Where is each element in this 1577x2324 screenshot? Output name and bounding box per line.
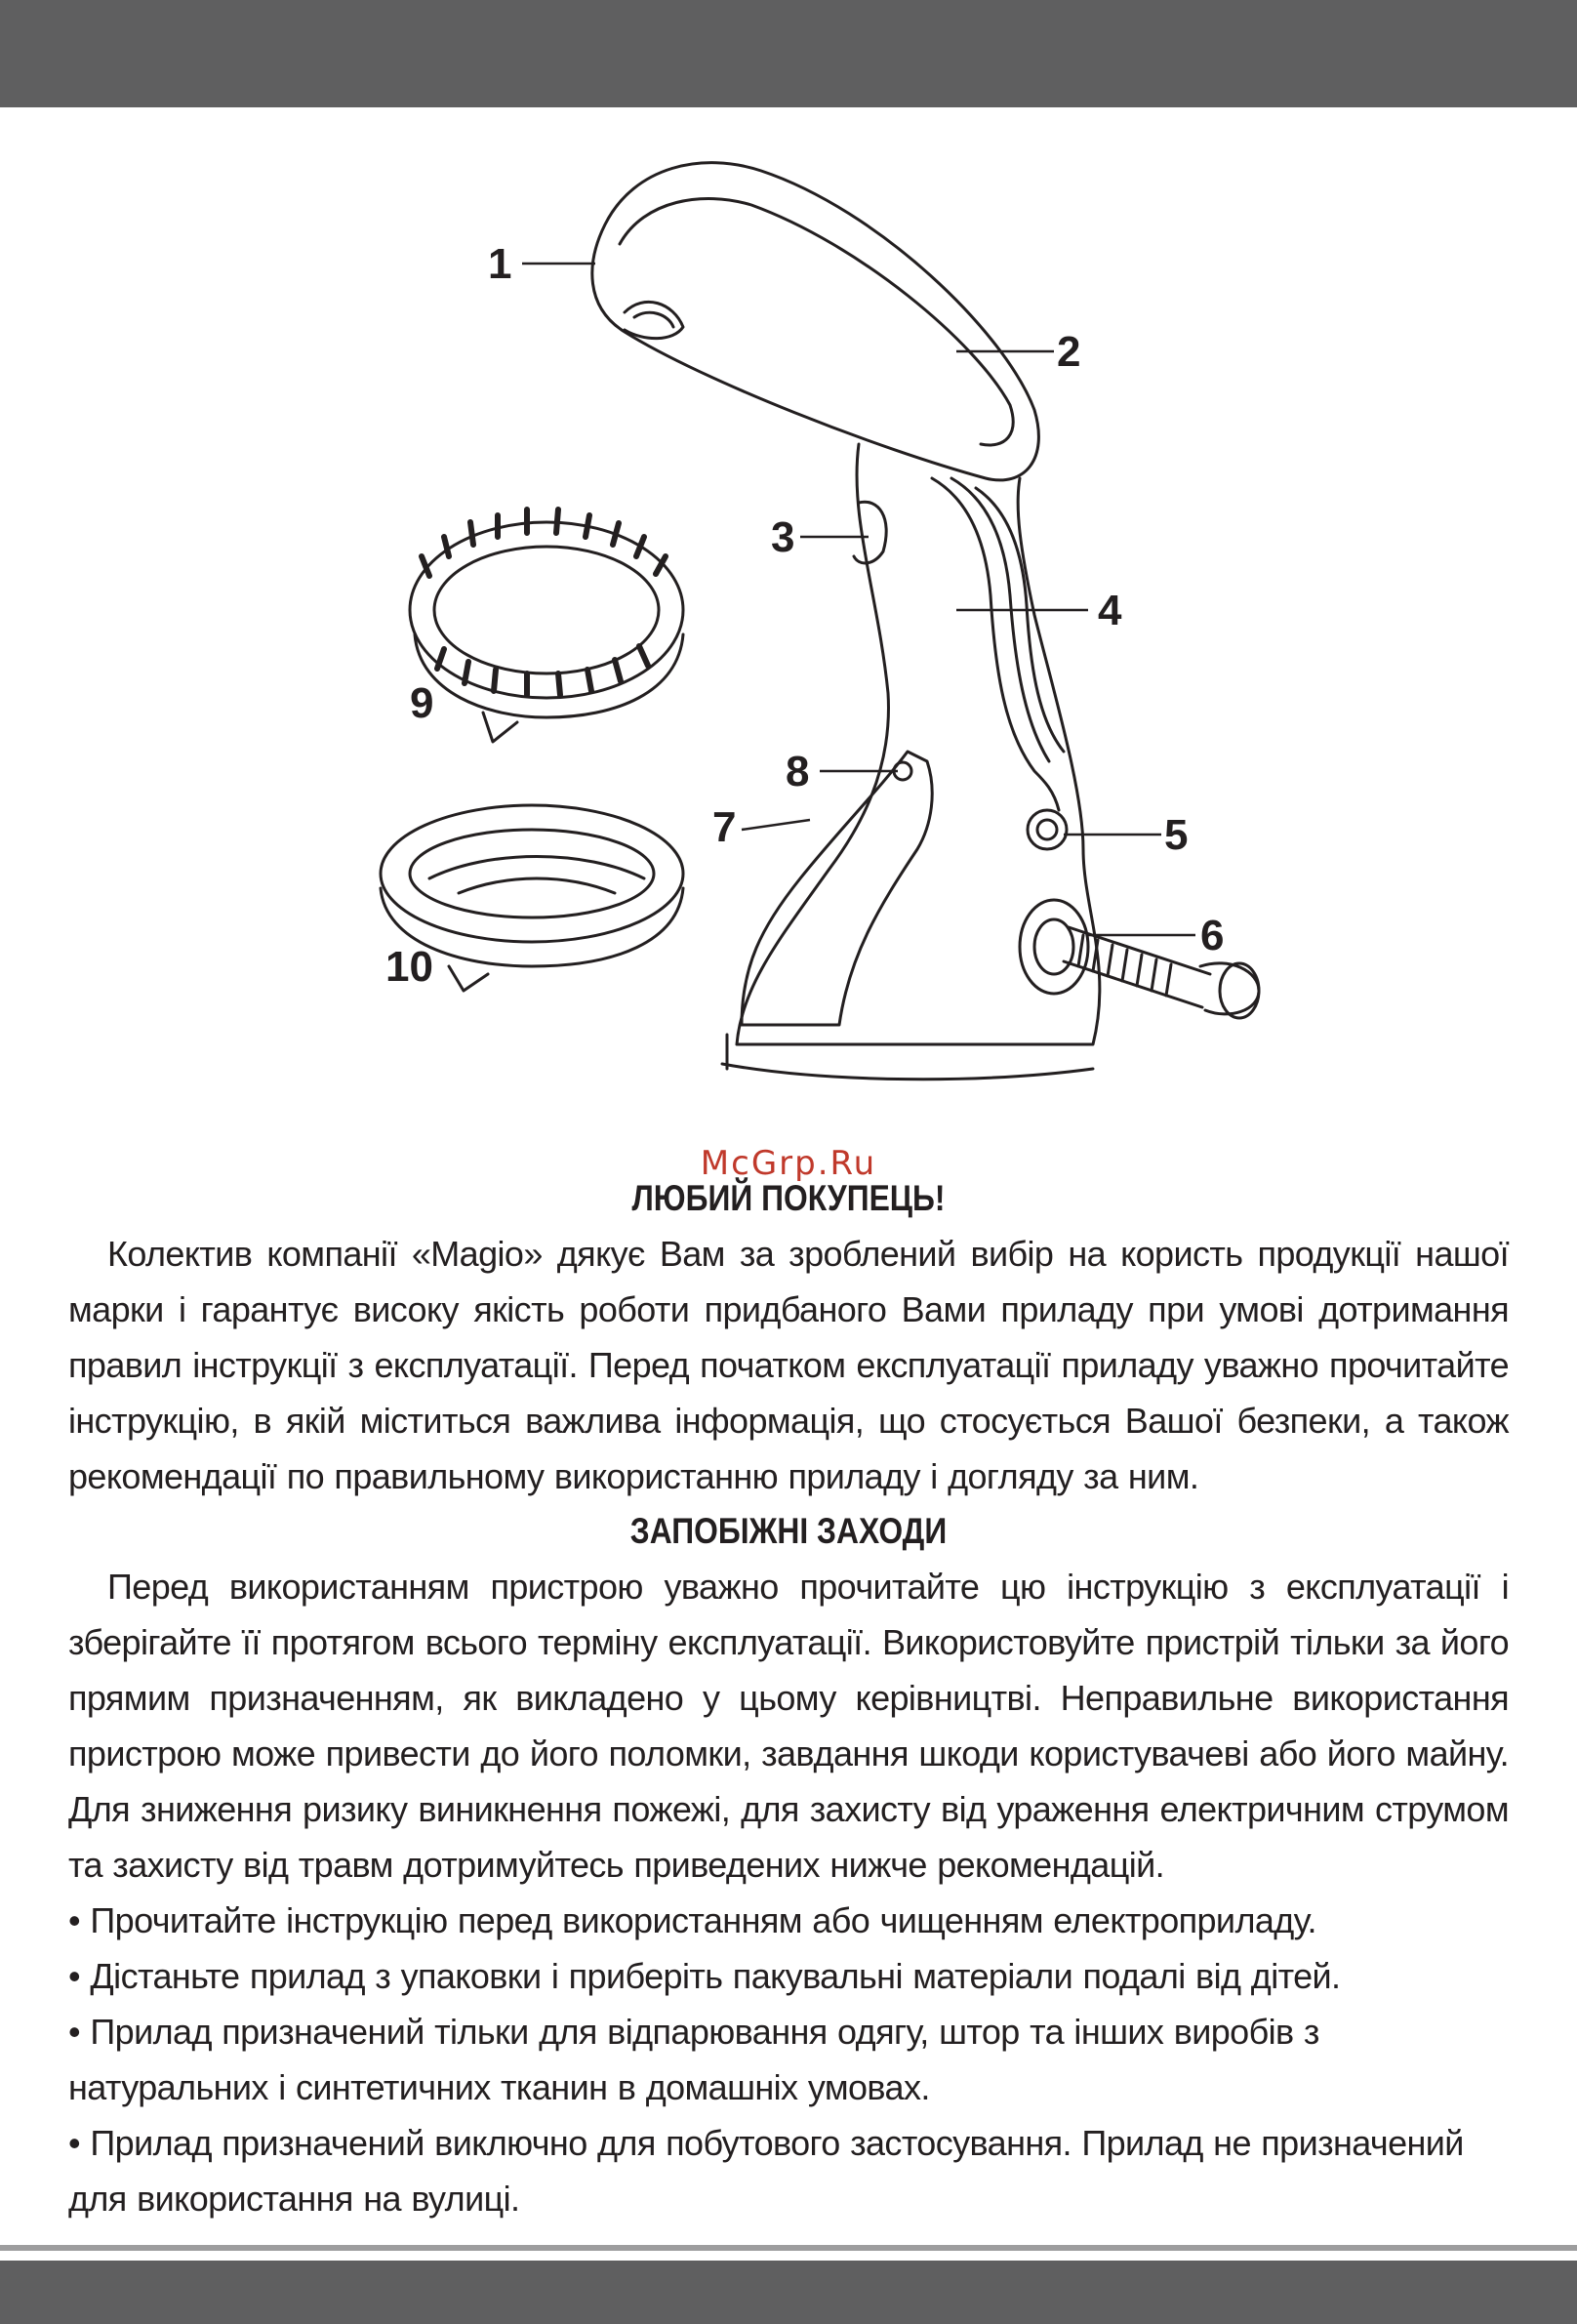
callout-8: 8 bbox=[786, 748, 810, 795]
hose-socket bbox=[1020, 900, 1088, 994]
safety-intro: Перед використанням пристрою уважно прочитайте цю інструкцію з експлуатації і зберігайте її протягом всього терміну експлуатації. Використовуйте пристрій тільки за його прямим призначенням, як викладено у цьому керівництві. Неправильне використання пристрою може привести до його поломки, завдання шкоди користувачеві або його майну. Для зниження ризику виникнення пожежі, для захисту від ураження електричним струмом та захисту від травм дотримуйтесь приведених нижче рекомендацій. bbox=[68, 1567, 1509, 1885]
top-bar bbox=[0, 0, 1577, 107]
steamer-diagram bbox=[0, 107, 1577, 1083]
watermark: McGrp.Ru bbox=[700, 1144, 877, 1183]
safety-bullet: • Прочитайте інструкцію перед використанням або чищенням електроприладу. bbox=[68, 1900, 1316, 1940]
bottom-bar bbox=[0, 2261, 1577, 2324]
safety-bullet: • Дістаньте прилад з упаковки і приберіть пакувальні матеріали подалі від дітей. bbox=[68, 1956, 1341, 1996]
steamer-illustration bbox=[0, 107, 1577, 1083]
safety-bullet: • Прилад призначений тільки для відпарювання одягу, штор та інших виробів з натуральних і синтетичних тканин в домашніх умовах. bbox=[68, 2012, 1319, 2107]
callout-9: 9 bbox=[410, 679, 434, 727]
water-tank bbox=[742, 752, 932, 1025]
callout-1: 1 bbox=[488, 240, 512, 288]
callout-5: 5 bbox=[1164, 811, 1189, 859]
greeting-paragraph: Колектив компанії «Magio» дякує Вам за зроблений вибір на користь продукції нашої марки і гарантує високу якість роботи придбаного Вами приладу при умові дотримання правил інструкції з експлуатації. Перед початком експлуатації приладу уважно прочитайте інструкцію, в якій міститься важлива інформація, що стосується Вашої безпеки, а також рекомендації по правильному використанню приладу і догляду за ним. bbox=[68, 1234, 1509, 1496]
callout-6: 6 bbox=[1200, 912, 1225, 959]
head-window bbox=[625, 302, 683, 338]
safety-bullet: • Прилад призначений виключно для побутового застосування. Прилад не призначений для використання на вулиці. bbox=[68, 2123, 1464, 2219]
callout-4: 4 bbox=[1098, 587, 1122, 634]
safety-title: ЗАПОБІЖНІ ЗАХОДИ bbox=[629, 1511, 948, 1551]
greeting-title: ЛЮБИЙ ПОКУПЕЦЬ! bbox=[631, 1178, 946, 1218]
hose bbox=[1064, 927, 1210, 1007]
callout-7: 7 bbox=[712, 803, 737, 851]
lint-attachment bbox=[381, 805, 683, 942]
callout-10: 10 bbox=[385, 943, 433, 991]
document-body bbox=[68, 1171, 1509, 2226]
callout-3: 3 bbox=[771, 513, 795, 561]
callout-2: 2 bbox=[1057, 328, 1081, 376]
steamer-head bbox=[592, 163, 1039, 480]
power-button bbox=[1028, 810, 1067, 849]
footer-divider bbox=[0, 2245, 1577, 2251]
